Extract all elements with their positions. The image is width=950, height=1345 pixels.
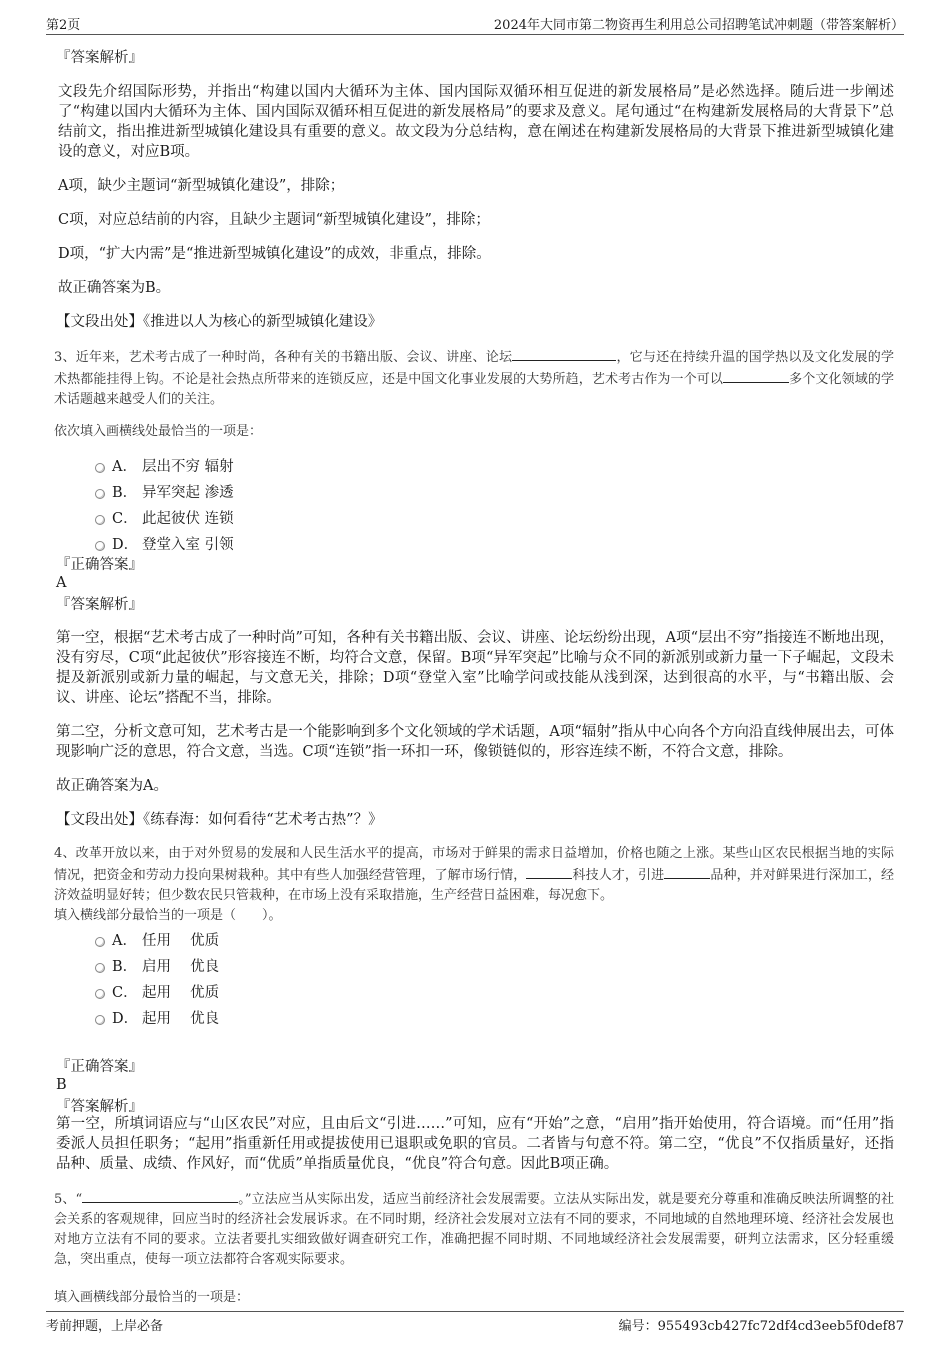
document-title: 2024年大同市第二物资再生利用总公司招聘笔试冲刺题（带答案解析） [493,18,904,33]
radio-icon[interactable] [95,963,105,973]
question-4-stem: 4、改革开放以来，由于对外贸易的发展和人民生活水平的提高，市场对于鲜果的需求日益增加，价格也随之上涨。某些山区农民根据当地的实际情况，把资金和劳动力投向果树栽种。其中有些人加强经营管理，了解市场行情， 科技人才，引进 品种，并对鲜果进行深加工，经济效益明显好转；但少数农民只管栽种，在市场上没有采取措施，生产经营日益困难，每况愈下。 [54,846,894,903]
fill-blank [512,346,616,361]
page-number: 第2页 [46,18,81,33]
radio-icon[interactable] [95,489,105,499]
document-id: 编号：955493cb427fc72df4cd3eeb5f0def87 [618,1319,904,1334]
fill-blank [526,864,572,879]
analysis-paragraph: 第一空，根据“艺术考古成了一种时尚”可知，各种有关书籍出版、会议、讲座、论坛纷纷出现，A项“层出不穷”指接连不断地出现，没有穷尽，C项“此起彼伏”形容接连不断，均符合文意，保留。B项“异军突起”比喻与众不同的新派别或新力量一下子崛起，文段未提及新派别或新力量的崛起，与文意无关，排除；D项“登堂入室”比喻学问或技能从浅到深，达到很高的水平，与“书籍出版、会议、讲座、论坛”搭配不当，排除。 [56,630,894,706]
analysis-paragraph: 文段先介绍国际形势，并指出“构建以国内大循环为主体、国内国际双循环相互促进的新发展格局”是必然选择。随后进一步阐述了“构建以国内大循环为主体、国内国际双循环相互促进的新发展格局”的要求及意义。尾句通过“在构建新发展格局的大背景下”总结前文，指出推进新型城镇化建设具有重要的意义。故文段为分总结构，意在阐述在构建新发展格局的大背景下推进新型城镇化建设的意义，对应B项。 [58,84,894,160]
analysis-tag: 『答案解析』 [56,597,143,613]
option-c[interactable]: C． 此起彼伏 连锁 [54,506,894,532]
radio-icon[interactable] [95,463,105,473]
radio-icon[interactable] [95,989,105,999]
analysis-tag: 『答案解析』 [56,50,143,66]
page-footer [46,1311,904,1335]
option-b[interactable]: B． 异军突起 渗透 [54,480,894,506]
analysis-tag: 『答案解析』 [56,1099,143,1115]
question-4-prompt: 填入横线部分最恰当的一项是（ ）。 [54,908,282,923]
question-4-options [54,928,894,1032]
analysis-option-c: C项，对应总结前的内容，且缺少主题词“新型城镇化建设”，排除； [58,212,490,228]
question-3-options [54,454,894,558]
fill-blank [723,368,789,383]
radio-icon[interactable] [95,1015,105,1025]
analysis-option-a: A项，缺少主题词“新型城镇化建设”，排除； [58,178,345,194]
option-d[interactable]: D． 起用 优良 [54,1006,894,1032]
analysis-paragraph: 第一空，所填词语应与“山区农民”对应，且由后文“引进……”可知，应有“开始”之意，“启用”指开始使用，符合语境。而“任用”指委派人员担任职务；“起用”指重新任用或提拔使用已退职或免职的官员。二者皆与句意不符。第二空，“优良”不仅指质量好，还指品种、质量、成绩、作风好，而“优质”单指质量优良，“优良”符合句意。因此B项正确。 [56,1116,894,1172]
page-header [46,14,904,35]
option-a[interactable]: A． 层出不穷 辐射 [54,454,894,480]
option-a[interactable]: A． 任用 优质 [54,928,894,954]
question-3-stem: 3、近年来，艺术考古成了一种时尚，各种有关的书籍出版、会议、讲座、论坛 ，它与还在持续升温的国学热以及文化发展的学术热都能挂得上钩。不论是社会热点所带来的连锁反应，还是中国文化事业发展的大势所趋，艺术考古作为一个可以 多个文化领域的学术话题越来越受人们的关注。 [54,346,894,410]
correct-answer: A [56,575,67,591]
main-content [56,44,894,1308]
source-citation: 【文段出处】《练春海：如何看待“艺术考古热”？》 [56,812,383,828]
source-citation: 【文段出处】《推进以人为核心的新型城镇化建设》 [56,314,383,330]
analysis-option-d: D项，“扩大内需”是“推进新型城镇化建设”的成效，非重点，排除。 [58,246,491,262]
option-b[interactable]: B． 启用 优良 [54,954,894,980]
question-3-prompt: 依次填入画横线处最恰当的一项是： [54,424,263,439]
option-d[interactable]: D． 登堂入室 引领 [54,532,894,558]
question-5-prompt: 填入画横线部分最恰当的一项是： [54,1290,250,1305]
conclusion: 故正确答案为B。 [58,280,171,296]
correct-answer: B [56,1077,67,1093]
question-5-stem: 5、“ 。”立法应当从实际出发，适应当前经济社会发展需要。立法从实际出发，就是要充分尊重和准确反映法所调整的社会关系的客观规律，回应当时的经济社会发展诉求。在不同时期，经济社会发展对立法有不同的要求，不同地域的自然地理环境、经济社会发展也对地方立法有不同的要求。立法者要扎实细致做好调查研究工作，准确把握不同时期、不同地域经济社会发展需要，研判立法需求，区分轻重缓急，突出重点，使每一项立法都符合客观实际要求。 [54,1188,894,1270]
correct-answer-tag: 『正确答案』 [56,1059,143,1075]
footer-slogan: 考前押题，上岸必备 [46,1319,164,1334]
fill-blank [82,1188,238,1203]
radio-icon[interactable] [95,541,105,551]
fill-blank [664,864,710,879]
option-c[interactable]: C． 起用 优质 [54,980,894,1006]
analysis-paragraph: 第二空，分析文意可知，艺术考古是一个能影响到多个文化领域的学术话题，A项“辐射”指从中心向各个方向沿直线伸展出去，可体现影响广泛的意思，符合文意，当选。C项“连锁”指一环扣一环，像锁链似的，形容连续不断，不符合文意，排除。 [56,724,894,760]
radio-icon[interactable] [95,937,105,947]
radio-icon[interactable] [95,515,105,525]
correct-answer-tag: 『正确答案』 [56,557,143,573]
conclusion: 故正确答案为A。 [56,778,168,794]
